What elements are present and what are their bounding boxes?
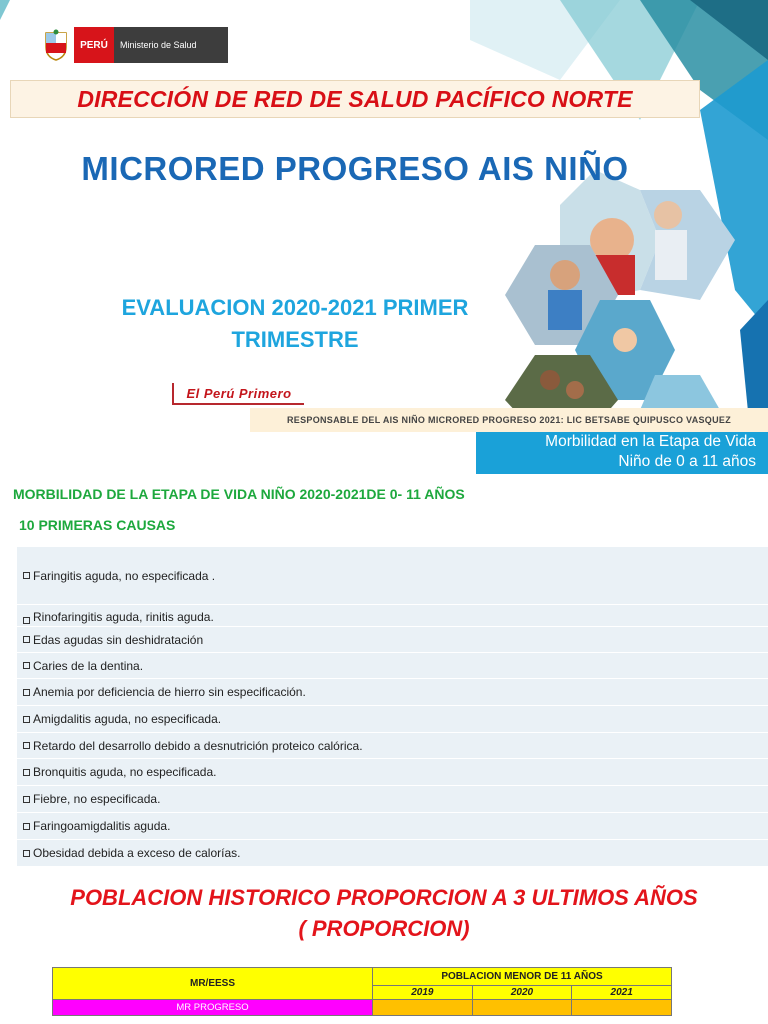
cause-text: Fiebre, no especificada.	[33, 792, 161, 806]
checkbox-icon	[23, 636, 30, 643]
table-cell	[472, 1000, 572, 1016]
checkbox-icon	[23, 823, 30, 830]
population-table	[52, 967, 672, 1016]
table-cell	[373, 1000, 473, 1016]
list-item	[17, 840, 768, 867]
cause-text: Amigdalitis aguda, no especificada.	[33, 712, 222, 726]
responsible-bar	[250, 408, 768, 432]
list-item	[17, 627, 768, 653]
evaluation-line-2: TRIMESTRE	[231, 327, 359, 352]
list-item	[17, 759, 768, 786]
slogan-logo	[172, 383, 304, 405]
table-header-year: 2021	[572, 986, 672, 1000]
table-row-label: MR PROGRESO	[53, 1000, 373, 1016]
checkbox-icon	[23, 689, 30, 696]
banner-line-1: Morbilidad en la Etapa de Vida	[545, 433, 756, 450]
evaluation-subtitle	[60, 292, 530, 356]
list-item	[17, 605, 768, 627]
evaluation-line-1: EVALUACION 2020-2021 PRIMER	[121, 295, 469, 320]
cause-text: Anemia por deficiencia de hierro sin especificación.	[33, 685, 306, 699]
checkbox-icon	[23, 617, 30, 624]
cause-text: Faringitis aguda, no especificada .	[33, 568, 216, 583]
direccion-text: DIRECCIÓN DE RED DE SALUD PACÍFICO NORTE	[77, 85, 633, 112]
cause-text: Bronquitis aguda, no especificada.	[33, 765, 217, 779]
cause-text: Rinofaringitis aguda, rinitis aguda.	[33, 610, 214, 624]
slide-cover	[0, 0, 768, 432]
morbidity-title: MORBILIDAD DE LA ETAPA DE VIDA NIÑO 2020-2021DE 0- 11 AÑOS	[13, 486, 465, 502]
population-title	[0, 882, 768, 944]
population-title-line-1: POBLACION HISTORICO PROPORCION A 3 ULTIMOS AÑOS	[70, 885, 698, 910]
responsible-text: RESPONSABLE DEL AIS NIÑO MICRORED PROGRESO 2021: LIC BETSABE QUIPUSCO VASQUEZ	[287, 415, 731, 425]
section-banner-text	[476, 432, 768, 472]
cause-text: Caries de la dentina.	[33, 658, 144, 673]
slogan-text: El Perú Primero	[186, 385, 292, 401]
checkbox-icon	[23, 769, 30, 776]
checkbox-icon	[23, 742, 30, 749]
list-item	[17, 706, 768, 733]
list-item	[17, 547, 768, 605]
checkbox-icon	[23, 662, 30, 669]
list-item	[17, 679, 768, 706]
list-item	[17, 733, 768, 759]
morbidity-subtitle: 10 PRIMERAS CAUSAS	[19, 517, 176, 533]
slide-population	[0, 868, 768, 1024]
checkbox-icon	[23, 716, 30, 723]
list-item	[17, 786, 768, 813]
ministry-logo	[38, 27, 228, 63]
table-header-year: 2020	[472, 986, 572, 1000]
population-title-line-2: ( PROPORCION)	[298, 916, 470, 941]
page-title: MICRORED PROGRESO AIS NIÑO	[81, 150, 629, 187]
list-item	[17, 813, 768, 840]
checkbox-icon	[23, 572, 30, 579]
logo-ministry: Ministerio de Salud	[114, 27, 228, 63]
cause-text: Obesidad debida a exceso de calorías.	[33, 846, 241, 860]
slide-morbidity	[0, 432, 768, 868]
cause-text: Faringoamigdalitis aguda.	[33, 819, 171, 833]
checkbox-icon	[23, 850, 30, 857]
direccion-header	[10, 80, 700, 118]
table-cell	[572, 1000, 672, 1016]
table-header-population: POBLACION MENOR DE 11 AÑOS	[373, 968, 672, 986]
logo-country: PERÚ	[74, 27, 114, 63]
decorative-background	[0, 0, 768, 432]
banner-line-2: Niño de 0 a 11 años	[618, 453, 756, 470]
checkbox-icon	[23, 796, 30, 803]
coat-of-arms-icon	[38, 27, 74, 63]
cause-text: Retardo del desarrollo debido a desnutrición proteico calórica.	[33, 738, 363, 753]
list-item	[17, 653, 768, 679]
cause-text: Edas agudas sin deshidratación	[33, 632, 204, 647]
table-header-year: 2019	[373, 986, 473, 1000]
causes-list	[17, 547, 768, 867]
table-header-mr-eess: MR/EESS	[53, 968, 373, 1000]
